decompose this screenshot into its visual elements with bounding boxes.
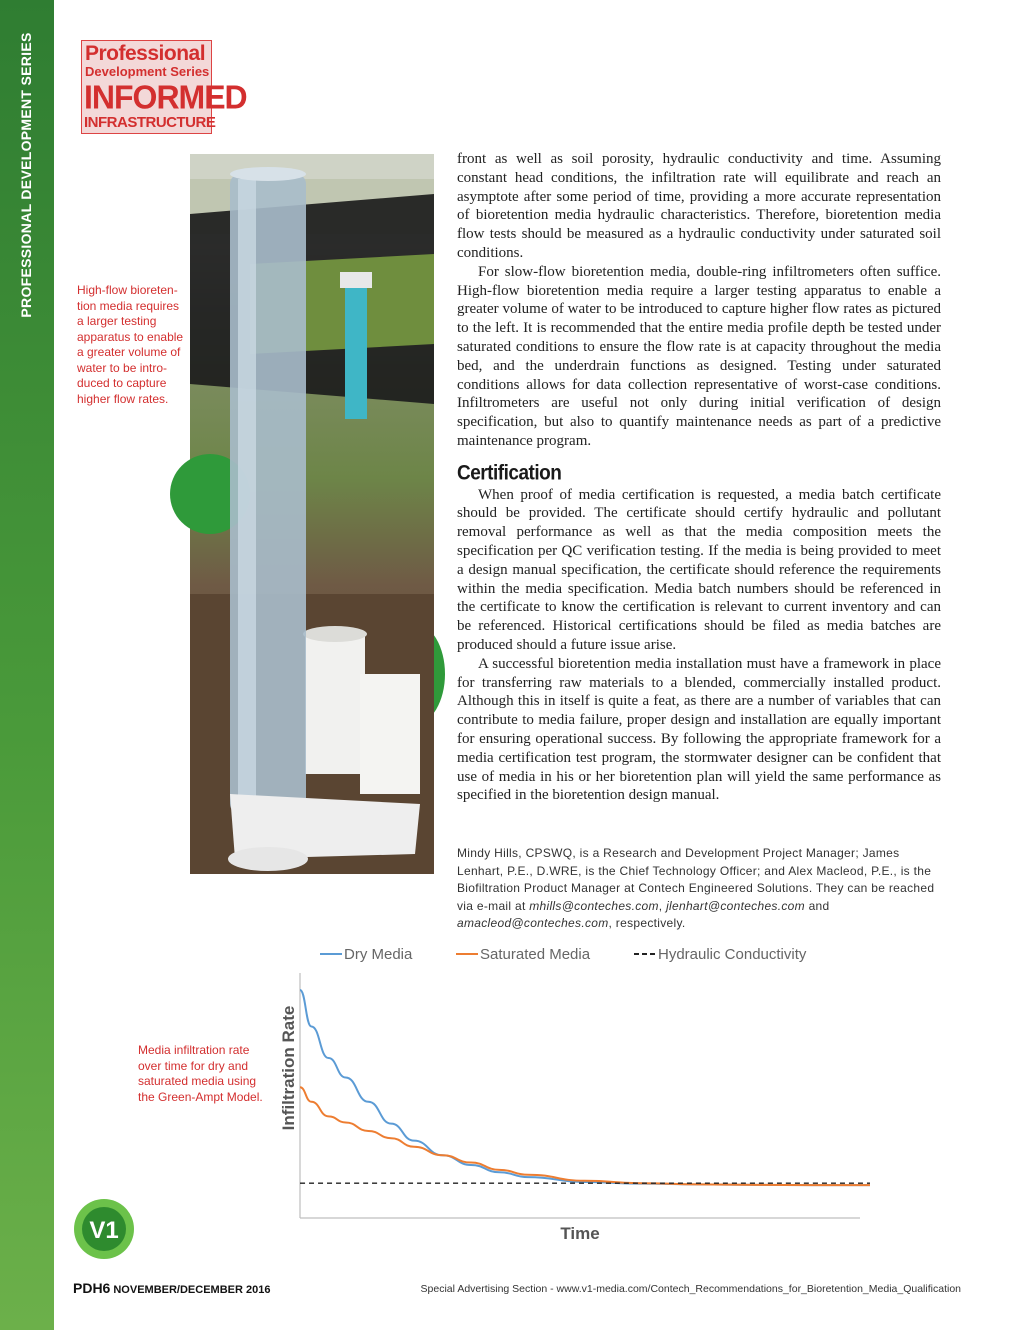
author-bio xyxy=(457,845,941,933)
series-label: PROFESSIONAL DEVELOPMENT SERIES xyxy=(18,32,34,318)
article-paragraph: For slow-flow bioretention media, double-ring infiltrometers often suffice. High-flow bioretention media require a larger testing apparatus to enable a greater volume of water to be introduced to capture higher flow rates as pictured to the left. It is recommended that the entire media profile depth be tested under saturated conditions to ensure the flow rate is at capacity throughout the media bed, and the underdrain functions as designed. Testing under saturated conditions allows for data collection representative of worst-case conditions. Infiltrometers are useful not only during initial verification of design specification, but also to quantify maintenance needs as part of a predictive maintenance program. xyxy=(457,263,941,449)
chart-caption-line: the Green-Ampt Model. xyxy=(138,1089,263,1104)
footer-page-info xyxy=(73,1280,270,1298)
section-heading: Certification xyxy=(457,461,562,485)
article-paragraph: front as well as soil porosity, hydraulic conductivity and time. Assuming constant head conditions, the infiltration rate will equilibrate and reach an asymptote after some period of time, providing a more accurate representation of bioretention media hydraulic characteristics. Therefore, bioretention media flow tests should be measured as a hydraulic conductivity under saturated soil conditions. xyxy=(457,151,941,261)
email-link[interactable]: jlenhart@conteches.com xyxy=(666,898,805,913)
logo-line-1: Professional xyxy=(85,42,206,65)
chart-legend xyxy=(320,946,807,963)
chart-caption-line: saturated media using xyxy=(138,1074,257,1088)
v1-logo-text: V1 xyxy=(89,1217,119,1244)
v1-logo-icon xyxy=(73,1198,135,1260)
logo-line-3: INFORMED xyxy=(84,78,247,116)
legend-label-saturated-media: Saturated Media xyxy=(480,946,591,963)
photo-caption-line: High-flow bioreten- xyxy=(77,283,178,297)
photo-caption-line: apparatus to enable xyxy=(77,329,184,344)
series-line-saturated-media xyxy=(300,1087,870,1185)
footer-source[interactable]: Special Advertising Section - www.v1-media.com/Contech_Recommendations_for_Bioretention_Media_Qualification xyxy=(420,1283,961,1295)
photo-caption-line: a greater volume of xyxy=(77,345,181,359)
article-body xyxy=(457,150,941,805)
series-line-dry-media xyxy=(300,990,870,1185)
infiltrometer-illustration xyxy=(190,154,434,874)
photo-caption xyxy=(77,283,189,407)
photo-caption-line: water to be intro- xyxy=(77,360,168,375)
chart-caption-line: Media infiltration rate xyxy=(138,1043,250,1057)
chart-caption xyxy=(138,1043,263,1105)
email-link[interactable]: amacleod@conteches.com xyxy=(457,916,609,930)
infiltration-chart-svg xyxy=(270,938,890,1248)
photo-caption-line: a larger testing xyxy=(77,314,157,328)
chart-caption-line: over time for dry and xyxy=(138,1058,249,1073)
bio-text: , respectively. xyxy=(608,916,686,930)
logo-line-2: Development Series xyxy=(85,64,210,79)
bio-text: Mindy Hills, CPSWQ, is a Research and Development Project Manager; James Lenhart, P.E., D.WRE, is the Chief Technology Officer; and Alex Macleod, P.E., is the Biofiltration Product Manager at Contech Engineered Solutions. They can be reached via e-mail at xyxy=(457,846,935,913)
article-paragraph: When proof of media certification is requested, a media batch certificate should be provided. The certificate should certify hydraulic and pollutant removal performance as well as that the media composition meets the specification per QC verification testing. If the media is being provided to meet a design manual specification, the certificate should reference the requirements within the media specification. Media batch numbers should be referenced in the certificate to know the certification is relevant to current inventory and can be referenced. Historical certifications should be filed as media batches are produced should a future issue arise. xyxy=(457,486,941,653)
photo-caption-line: tion media requires xyxy=(77,298,180,313)
legend-label-dry-media: Dry Media xyxy=(344,946,413,963)
v1-logo xyxy=(73,1198,135,1260)
article-paragraph: A successful bioretention media installation must have a framework in place for transferring raw materials to a blended, commercially installed product. Although this in itself is quite a feat, as there are a number of variables that can contribute to media failure, proper design and installation are equally important for ensuring operational success. By following the appropriate framework for a media certification test program, the stormwater designer can be confident that use of media in his or her bioretention plan will yield the same performance as specified in the bioretention design manual. xyxy=(457,655,941,804)
page-number: PDH6 xyxy=(73,1280,111,1296)
logo-line-4: INFRASTRUCTURE xyxy=(84,114,216,131)
infiltrometer-photo xyxy=(190,154,434,874)
series-layer xyxy=(300,990,870,1185)
y-axis-label: Infiltration Rate xyxy=(279,1005,298,1131)
x-axis-label: Time xyxy=(560,1224,600,1243)
email-link[interactable]: mhills@conteches.com xyxy=(529,898,659,913)
photo-caption-line: higher flow rates. xyxy=(77,391,169,406)
infiltration-chart xyxy=(270,938,890,1248)
issue-date: NOVEMBER/DECEMBER 2016 xyxy=(113,1284,271,1296)
informed-infrastructure-logo xyxy=(81,40,247,134)
bio-separator: and xyxy=(804,898,830,913)
photo-caption-line: duced to capture xyxy=(77,376,167,390)
bio-separator: , xyxy=(658,898,667,913)
sidebar-band xyxy=(0,0,54,1330)
legend-label-hydraulic-conductivity: Hydraulic Conductivity xyxy=(658,946,807,963)
